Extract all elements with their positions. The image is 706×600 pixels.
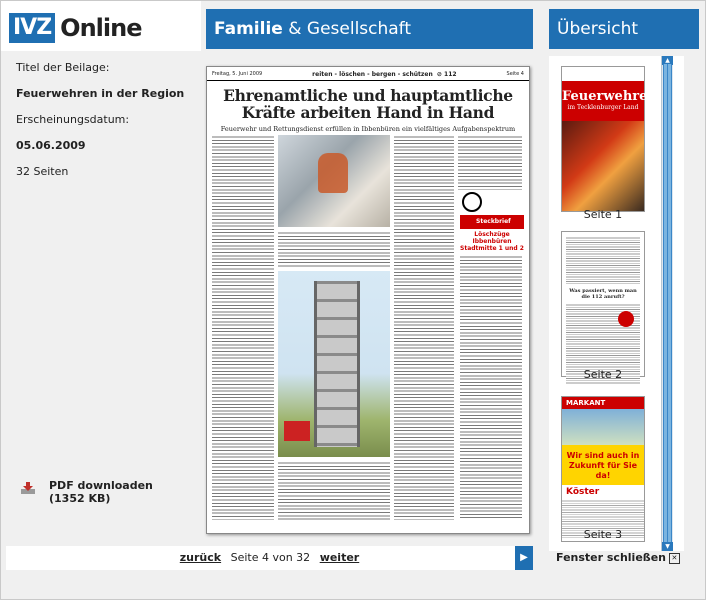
next-page-link[interactable]: weiter bbox=[319, 551, 360, 564]
page-status: Seite 4 von 32 bbox=[230, 551, 311, 564]
thumbnail-label-3: Seite 3 bbox=[583, 528, 623, 541]
fire-brigade-emblem bbox=[462, 192, 482, 212]
pdf-download-link[interactable] bbox=[21, 479, 153, 505]
thumbnail-label-1: Seite 1 bbox=[583, 208, 623, 221]
page-count: 32 Seiten bbox=[16, 165, 69, 178]
ad-brand-2: Köster bbox=[562, 485, 644, 499]
logo-online: Online bbox=[60, 14, 142, 42]
steckbrief-title: Löschzüge Ibbenbüren Stadtmitte 1 und 2 bbox=[460, 231, 524, 252]
text-column bbox=[212, 135, 274, 520]
title-label: Titel der Beilage: bbox=[16, 61, 110, 74]
pdf-file-size: (1352 KB) bbox=[49, 492, 111, 505]
title-value: Feuerwehren in der Region bbox=[16, 87, 185, 100]
thumbnail-page-1[interactable] bbox=[561, 66, 657, 212]
scrollbar-thumb[interactable] bbox=[663, 64, 672, 542]
paper-section-number: 112 bbox=[444, 71, 457, 78]
cover-title: Feuerwehren bbox=[562, 89, 657, 104]
text-column bbox=[458, 135, 522, 190]
page-header-strip: Freitag, 5. Juni 2009 reiten - löschen - bergen - schützen ⊘ 112 Seite 4 bbox=[207, 67, 529, 81]
next-page-arrow[interactable]: ▶ bbox=[515, 546, 533, 570]
scroll-down-button[interactable]: ▼ bbox=[662, 542, 673, 551]
section-title-rest: & Gesellschaft bbox=[282, 19, 412, 39]
steckbrief-text bbox=[460, 255, 522, 520]
photo-caption bbox=[278, 231, 390, 267]
pdf-download-label: PDF downloaden bbox=[49, 479, 153, 492]
steckbrief-label: Steckbrief bbox=[460, 215, 524, 229]
paper-page-number: Seite 4 bbox=[506, 71, 524, 77]
supplement-info bbox=[16, 61, 196, 191]
thumbnail-page-2[interactable] bbox=[561, 231, 645, 377]
section-title-bold: Familie bbox=[214, 19, 283, 39]
paper-headline-1: Ehrenamtliche und hauptamtliche bbox=[223, 86, 513, 105]
logo-ivz: IVZ bbox=[9, 13, 55, 43]
close-window-label: Fenster schließen bbox=[556, 551, 666, 564]
overview-header: Übersicht bbox=[549, 9, 699, 49]
logo-area bbox=[1, 1, 201, 51]
thumbnail-page-3[interactable] bbox=[561, 396, 645, 542]
section-header bbox=[206, 9, 533, 49]
newspaper-page[interactable] bbox=[206, 66, 530, 534]
download-icon bbox=[21, 482, 35, 494]
text-column bbox=[394, 135, 454, 520]
paper-section: reiten - löschen - bergen - schützen bbox=[312, 71, 433, 78]
photo-firefighter bbox=[278, 135, 390, 227]
text-column bbox=[278, 461, 390, 521]
paper-subline: Feuerwehr und Rettungsdienst erfüllen in Ibbenbüren ein vielfältiges Aufgabenspektrum bbox=[220, 125, 516, 133]
thumbnail-label-2: Seite 2 bbox=[583, 368, 623, 381]
thumbnail-headline: Was passiert, wenn man die 112 anruft? bbox=[569, 288, 637, 300]
ad-brand: MARKANT bbox=[562, 397, 644, 409]
scroll-up-button[interactable]: ▲ bbox=[662, 56, 673, 65]
close-icon: ✕ bbox=[669, 553, 680, 564]
thumbnail-scrollbar[interactable] bbox=[661, 56, 673, 551]
close-window-button[interactable] bbox=[556, 551, 680, 564]
ad-slogan: Wir sind auch in Zukunft für Sie da! bbox=[562, 445, 644, 485]
cover-subtitle: im Tecklenburger Land bbox=[567, 104, 639, 111]
date-label: Erscheinungsdatum: bbox=[16, 113, 130, 126]
date-value: 05.06.2009 bbox=[16, 139, 86, 152]
photo-training-tower bbox=[278, 271, 390, 457]
paper-date: Freitag, 5. Juni 2009 bbox=[212, 71, 263, 77]
ivz-online-logo[interactable] bbox=[9, 13, 141, 43]
article-columns bbox=[212, 135, 524, 528]
page-navigation-bar bbox=[6, 546, 533, 570]
prev-page-link[interactable]: zurück bbox=[179, 551, 222, 564]
paper-headline-2: Kräfte arbeiten Hand in Hand bbox=[241, 103, 495, 122]
